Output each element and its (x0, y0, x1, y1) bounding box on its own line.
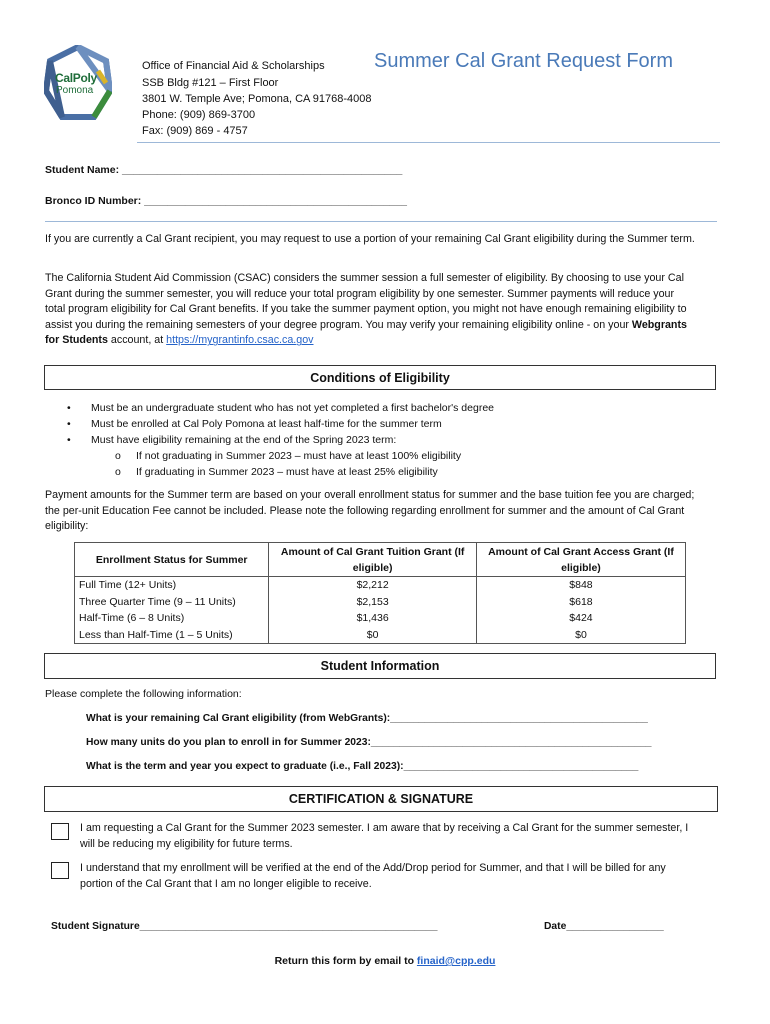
list-item: • Must be an undergraduate student who has not yet completed a first bachelor's degree (67, 402, 495, 414)
table-cell: Half-Time (6 – 8 Units) (79, 612, 185, 624)
office-building: SSB Bldg #121 – First Floor (142, 77, 279, 89)
csac-link[interactable]: https://mygrantinfo.csac.ca.gov (166, 334, 314, 347)
table-cell: Three Quarter Time (9 – 11 Units) (79, 595, 236, 608)
intro-p2-text: The California Student Aid Commission (CSAC) considers the summer session a full semester of eligibility. By choosing to use your Cal Grant during the summer semester, you will reduce your total program eligibility by one semester. Summer payments will reduce your total program eligibility for Cal Grant benefits. If you take the summer payment option, you might not have enough remaining eligibility to assist you during the remaining semesters of your degree program. You may verify your remaining eligibility online - on your (45, 272, 687, 331)
list-item: • Must have eligibility remaining at the end of the Spring 2023 term: (67, 434, 397, 446)
table-header: Enrollment Status for Summer (75, 543, 269, 577)
enrollment-status-cell (75, 577, 269, 644)
date-field[interactable]: Date_________________ (544, 921, 664, 932)
intro-p2-mid: account, at (107, 334, 167, 347)
payment-note: Payment amounts for the Summer term are based on your overall enrollment status for summer and the base tuition fee you are charged; the per-unit Education Fee cannot be included. Please note the following regarding enrollment for summer and the amount of Cal Grant eligibility: (45, 489, 695, 533)
intro-paragraph-1: If you are currently a Cal Grant recipient, you may request to use a portion of your remaining Cal Grant eligibility during the Summer term. (45, 233, 695, 245)
logo-text-pomona: Pomona (56, 85, 94, 96)
office-address: 3801 W. Temple Ave; Pomona, CA 91768-4008 (142, 93, 372, 105)
eligibility-table (74, 542, 686, 644)
student-info-intro: Please complete the following information: (45, 688, 242, 700)
student-signature-field[interactable]: Student Signature____________________________________________________ (51, 921, 438, 932)
bronco-id-field[interactable]: Bronco ID Number: _____________________________________________ (45, 195, 407, 207)
table-cell: $424 (569, 612, 593, 624)
table-cell: Less than Half-Time (1 – 5 Units) (79, 628, 233, 641)
table-cell: $1,436 (356, 612, 389, 624)
certification-checkbox-2[interactable] (51, 862, 69, 879)
certification-statement-1: I am requesting a Cal Grant for the Summer 2023 semester. I am aware that by receiving a Cal Grant for the summer semester, I will be reducing my eligibility for future terms. (80, 822, 689, 850)
table-header: Amount of Cal Grant Access Grant (If eligible) (476, 543, 685, 577)
summer-units-field[interactable]: How many units do you plan to enroll in for Summer 2023:_________________________________________________ (86, 737, 652, 748)
table-cell: $848 (569, 579, 593, 591)
header-divider (137, 142, 720, 143)
intro-paragraph-2 (45, 271, 695, 349)
office-name: Office of Financial Aid & Scholarships (142, 60, 325, 72)
finaid-email-link[interactable]: finaid@cpp.edu (416, 955, 496, 967)
remaining-eligibility-field[interactable]: What is your remaining Cal Grant eligibility (from WebGrants):_____________________________________________ (86, 713, 648, 724)
table-cell: $2,212 (356, 579, 389, 591)
certification-statement-2: I understand that my enrollment will be verified at the end of the Add/Drop period for Summer, and that I will be billed for any portion of the Cal Grant that I am no longer eligible to receive. (80, 862, 666, 890)
certification-heading-box (44, 786, 718, 812)
table-cell: Full Time (12+ Units) (79, 579, 177, 591)
conditions-heading: Conditions of Eligibility (310, 370, 450, 385)
university-logo (44, 45, 112, 123)
tuition-grant-cell (269, 577, 477, 644)
student-info-heading-box (44, 653, 716, 679)
table-cell: $618 (569, 595, 593, 608)
list-item: • Must be enrolled at Cal Poly Pomona at least half-time for the summer term (67, 418, 442, 430)
webgrants-name: Webgrants for Students (45, 318, 687, 347)
sub-list-item: o If graduating in Summer 2023 – must have at least 25% eligibility (115, 466, 438, 478)
certification-heading: CERTIFICATION & SIGNATURE (288, 792, 474, 806)
form-title: Summer Cal Grant Request Form (374, 50, 673, 72)
logo-text-calpoly: CalPoly (55, 71, 97, 85)
table-header: Amount of Cal Grant Tuition Grant (If eligible) (269, 543, 477, 577)
table-cell: $0 (575, 628, 587, 641)
table-cell: $2,153 (356, 595, 389, 608)
student-info-heading: Student Information (320, 659, 440, 673)
certification-checkbox-1[interactable] (51, 823, 69, 840)
return-instructions (0, 955, 770, 967)
office-fax: Fax: (909) 869 - 4757 (142, 125, 248, 137)
conditions-list (67, 400, 691, 480)
table-cell: $0 (366, 628, 379, 641)
sub-list-item: o If not graduating in Summer 2023 – must have at least 100% eligibility (115, 450, 462, 462)
student-name-field[interactable]: Student Name: ________________________________________________ (45, 164, 403, 176)
office-phone: Phone: (909) 869-3700 (142, 109, 256, 121)
graduation-term-field[interactable]: What is the term and year you expect to graduate (i.e., Fall 2023):_________________________________________ (86, 761, 639, 772)
access-grant-cell (476, 577, 685, 644)
conditions-heading-box (44, 365, 716, 390)
fields-divider (45, 221, 717, 222)
return-text: Return this form by email to (274, 955, 417, 967)
